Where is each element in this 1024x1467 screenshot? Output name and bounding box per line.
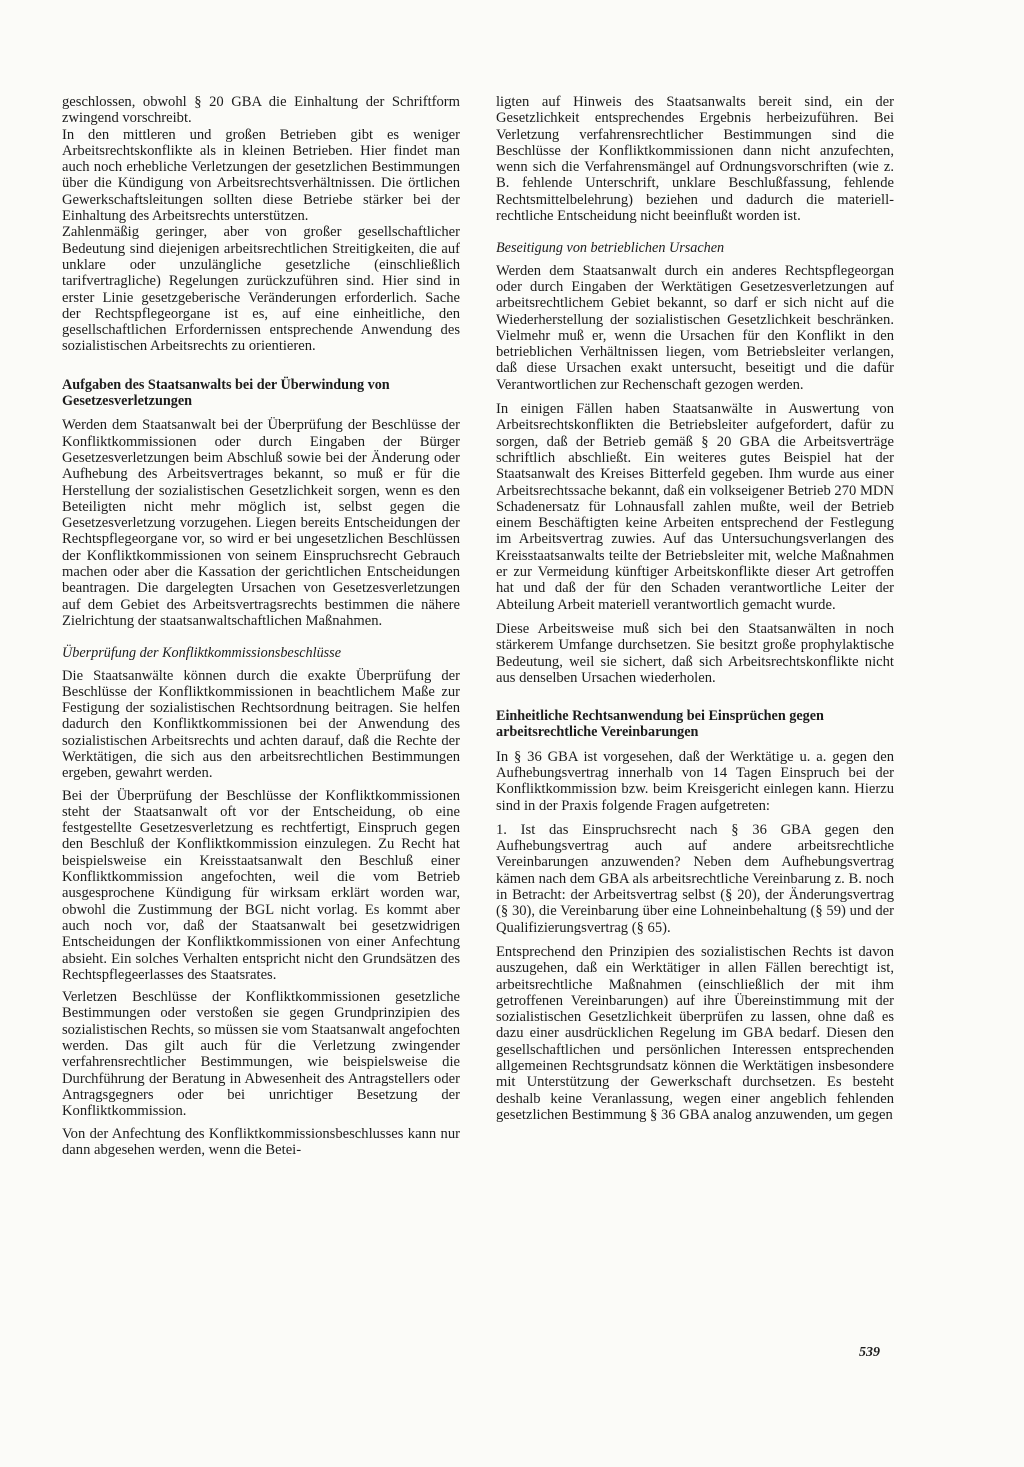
subsection-heading: Beseitigung von betrieblichen Ursachen bbox=[496, 240, 725, 257]
paragraph: Bei der Überprüfung der Beschlüsse der Konfliktkommissionen steht der Staatsanwalt oft vor der Entscheidung, ob eine festgestellte Gesetzesverletzung es rechtfertigt, Einspruch gegen den Beschluß der Konfliktkommission einzulegen. Zu Recht hat beispielsweise ein Kreisstaatsanwalt den Beschluß einer Konfliktkommission angefochten, weil die vom Betrieb ausgesprochene Kündigung für wirksam erklärt worden war, obwohl die Zustimmung der BGL nicht vorlag. Es kommt aber auch noch vor, daß der Staatsanwalt bei gesetzwidrigen Entscheidungen der Konfliktkommissionen von einer Anfechtung absieht. Ein solches Verhalten entspricht nicht den Grundsätzen des Rechtspflegeerlasses des Staatsrates. bbox=[62, 787, 460, 983]
paragraph: Die Staatsanwälte können durch die exakte Überprüfung der Beschlüsse der Konfliktkommissionen in beachtlichem Maße zur Festigung der sozialistischen Rechtsordnung beitragen. Sie helfen dadurch den Konfliktkommissionen bei der Anwendung des sozialistischen Arbeitsrechts und achten darauf, daß die Rechte der Werktätigen, die sich aus den arbeitsrechtlichen Bestimmungen ergeben, gewahrt werden. bbox=[62, 667, 460, 782]
paragraph: ligten auf Hinweis des Staatsanwalts bereit sind, ein der Gesetzlichkeit entsprechendes Ergebnis herbeizuführen. Bei Verletzung verfahrensrechtlicher Bestimmungen sind die Beschlüsse der Konfliktkommissionen dann nicht anzufechten, wenn sich die Verfahrensmängel auf Ordnungsvorschriften (wie z. B. fehlende Unterschrift, unklare Beschlußfassung, fehlende Rechtsmittelbelehrung) beziehen und dadurch die materiell-rechtliche Entscheidung nicht beeinflußt worden ist. bbox=[496, 94, 894, 225]
paragraph: Diese Arbeitsweise muß sich bei den Staatsanwälten in noch stärkerem Umfange durchsetzen. Sie besitzt große prophylaktische Bedeutung, weil sie sichert, daß sich Arbeitsrechtskonflikte nicht aus denselben Ursachen wiederholen. bbox=[496, 620, 894, 686]
paragraph: Entsprechend den Prinzipien des sozialistischen Rechts ist davon auszugehen, daß ein Werktätiger in allen Fällen berechtigt ist, arbeitsrechtliche Maßnahmen (einschließlich der mit ihm getroffenen Vereinbarungen) auf ihre Übereinstimmung mit der sozialistischen Gesetzlichkeit überprüfen zu lassen, ohne daß es dazu einer ausdrücklichen Regelung im GBA bedarf. Diesen den gesellschaftlichen und persönlichen Interessen entsprechenden allgemeinen Rechtsgrundsatz können die Werktätigen insbesondere mit Unterstützung der Gewerkschaft durchsetzen. Es besteht deshalb keine Veranlassung, wegen einer angeblich fehlenden gesetzlichen Bestimmung § 36 GBA analog anzuwenden, um gegen bbox=[496, 943, 894, 1123]
paragraph: Von der Anfechtung des Konfliktkommissionsbeschlusses kann nur dann abgesehen werden, wenn die Betei- bbox=[62, 1125, 460, 1158]
right-column bbox=[496, 94, 894, 1123]
paragraph: In § 36 GBA ist vorgesehen, daß der Werktätige u. a. gegen den Aufhebungsvertrag innerhalb von 14 Tagen Einspruch bei der Konfliktkommission bzw. beim Kreisgericht einlegen kann. Hierzu sind in der Praxis folgende Fragen aufgetreten: bbox=[496, 748, 894, 814]
paragraph: geschlossen, obwohl § 20 GBA die Einhaltung der Schriftform zwingend vorschreibt. bbox=[62, 94, 460, 127]
section-heading: Aufgaben des Staatsanwalts bei der Überwindung von Gesetzesverletzungen bbox=[62, 376, 390, 410]
page-number: 539 bbox=[859, 1345, 880, 1360]
paragraph: Werden dem Staatsanwalt bei der Überprüfung der Beschlüsse der Konfliktkommissionen oder durch Eingaben der Bürger Gesetzesverletzungen beim Abschluß sowie bei der Änderung oder Aufhebung des Arbeitsvertrages bekannt, so muß er für die Herstellung der sozialistischen Gesetzlichkeit sorgen, wenn es den Beteiligten nicht mehr möglich ist, selbst gegen die Gesetzesverletzung vorzugehen. Liegen bereits Entscheidungen der Rechtspflegeorgane vor, so wird er bei ungesetzlichen Beschlüssen der Konfliktkommissionen von seinem Einspruchsrecht Gebrauch machen oder aber die Kassation der gerichtlichen Entscheidungen beantragen. Die dargelegten Ursachen von Gesetzesverletzungen auf dem Gebiet des Arbeitsvertragsrechts bestimmen die nähere Zielrichtung der staatsanwaltschaftlichen Maßnahmen. bbox=[62, 417, 460, 629]
paragraph: In einigen Fällen haben Staatsanwälte in Auswertung von Arbeitsrechtskonflikten die Betriebsleiter aufgefordert, dafür zu sorgen, daß der Betrieb gemäß § 20 GBA die Arbeitsverträge schriftlich abschließt. Ein weiteres gutes Beispiel hat der Staatsanwalt des Kreises Bitterfeld gegeben. Ihm wurde aus einer Arbeitsrechtssache bekannt, daß ein volkseigener Betrieb 270 MDN Schadenersatz für Lohnausfall zahlen mußte, weil der Betrieb einem Beschäftigten keine Arbeiten entsprechend der Festlegung im Arbeitsvertrag zuwies. Auf das Untersuchungsverlangen des Kreisstaatsanwalts teilte der Betriebsleiter mit, welche Maßnahmen er zur Vermeidung künftiger Arbeitskonflikte dieser Art getroffen hat und daß der für den Schaden verantwortliche Leiter der Abteilung Arbeit materiell verantwortlich gemacht wurde. bbox=[496, 401, 894, 613]
paragraph: In den mittleren und großen Betrieben gibt es weniger Arbeitsrechtskonflikte als in kleinen Betrieben. Hier findet man auch noch erhebliche Verletzungen der gesetzlichen Bestimmungen über die Kündigung von Arbeitsrechtsverhältnissen. Die örtlichen Gewerkschaftsleitungen sollten diese Betriebe stärker bei der Einhaltung des Arbeitsrechts unterstützen. bbox=[62, 126, 460, 225]
paragraph: Zahlenmäßig geringer, aber von großer gesellschaftlicher Bedeutung sind diejenigen arbeitsrechtlichen Streitigkeiten, die auf unklare oder unzulängliche gesetzliche (einschließlich tarifvertragliche) Regelungen zurückzuführen sind. Hier sind in erster Linie gesetzgeberische Veränderungen erforderlich. Sache der Rechtspflegeorgane ist es, auf eine einheitliche, den gesellschaftlichen Erfordernissen entsprechende Anwendung des sozialistischen Arbeitsrechts zu orientieren. bbox=[62, 224, 460, 355]
subsection-heading: Überprüfung der Konfliktkommissionsbeschlüsse bbox=[62, 645, 342, 662]
paragraph: 1. Ist das Einspruchsrecht nach § 36 GBA gegen den Aufhebungsvertrag auch auf andere arbeitsrechtliche Vereinbarungen anzuwenden? Neben dem Aufhebungsvertrag kämen nach dem GBA als arbeitsrechtliche Vereinbarung z. B. noch in Betracht: der Arbeitsvertrag selbst (§ 20), der Änderungsvertrag (§ 30), die Vereinbarung über eine Lohneinbehaltung (§ 59) und der Qualifizierungsvertrag (§ 65). bbox=[496, 821, 894, 936]
left-column bbox=[62, 94, 460, 1158]
paragraph: Werden dem Staatsanwalt durch ein anderes Rechtspflegeorgan oder durch Eingaben der Werktätigen Gesetzesverletzungen auf arbeitsrechtlichem Gebiet bekannt, so darf er sich nicht auf die Wiederherstellung der sozialistischen Gesetzlichkeit beschränken. Vielmehr muß er, wenn die Ursachen für den Konflikt in den betrieblichen Verhältnissen liegen, vom Betriebsleiter verlangen, daß diese Ursachen exakt untersucht, beseitigt und die dafür Verantwortlichen zur Rechenschaft gezogen werden. bbox=[496, 262, 894, 393]
paragraph: Verletzen Beschlüsse der Konfliktkommissionen gesetzliche Bestimmungen oder verstoßen sie gegen Grundprinzipien des sozialistischen Rechts, so müssen sie vom Staatsanwalt angefochten werden. Das gilt auch für die Verletzung zwingender verfahrensrechtlicher Bestimmungen, wie beispielsweise die Durchführung der Beratung in Abwesenheit des Antragstellers oder Antragsgegners oder bei unrichtiger Besetzung der Konfliktkommission. bbox=[62, 989, 461, 1120]
section-heading: Einheitliche Rechtsanwendung bei Einsprüchen gegen arbeitsrechtliche Vereinbarungen bbox=[496, 708, 824, 741]
